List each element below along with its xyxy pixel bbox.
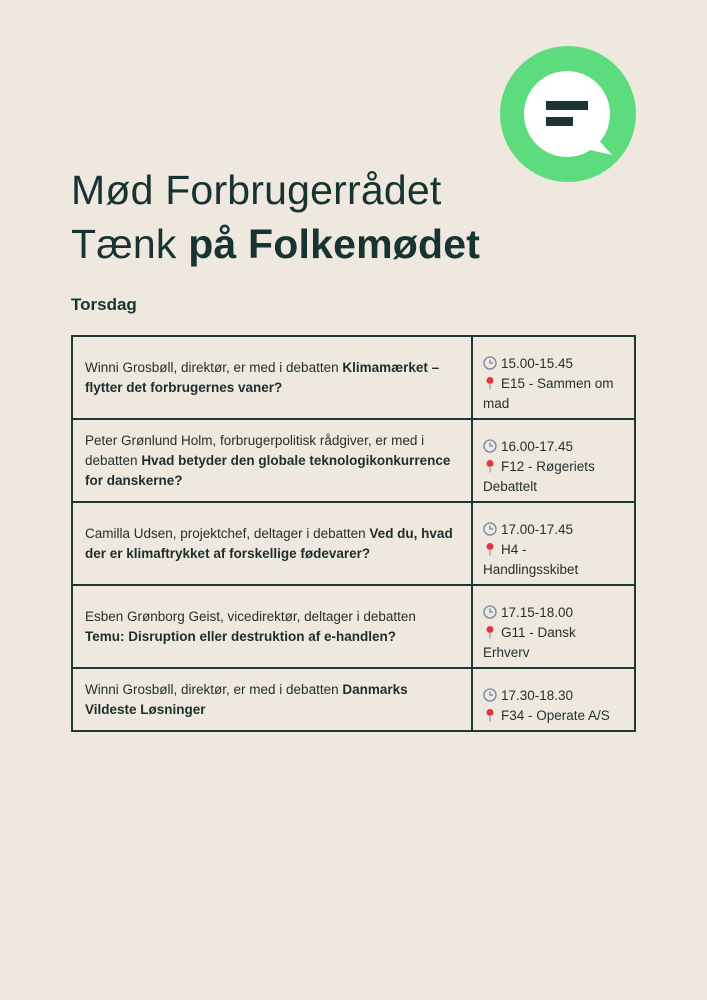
event-location: E15 - Sammen om mad	[483, 375, 614, 411]
title-line-2	[71, 217, 480, 271]
table-row	[72, 668, 635, 731]
event-description	[72, 419, 472, 502]
event-speaker: Winni Grosbøll, direktør, er med i debatten	[85, 359, 343, 375]
event-location: F34 - Operate A/S	[483, 706, 624, 726]
event-time: 17.15-18.00	[483, 603, 624, 623]
title-bold: på Folkemødet	[188, 221, 481, 267]
event-info	[472, 585, 635, 668]
event-time: 17.00-17.45	[483, 520, 624, 540]
event-info	[472, 419, 635, 502]
clock-icon	[483, 605, 497, 619]
event-info	[472, 502, 635, 585]
event-debate-title: Danmarks Vildeste Løsninger	[85, 681, 408, 717]
event-speaker: Camilla Udsen, projektchef, deltager i debatten	[85, 525, 370, 541]
event-description	[72, 668, 472, 731]
event-description	[72, 336, 472, 419]
clock-icon	[483, 356, 497, 370]
schedule-table	[71, 335, 636, 732]
title-line-1: Mød Forbrugerrådet	[71, 167, 442, 213]
clock-icon	[483, 522, 497, 536]
table-row	[72, 585, 635, 668]
event-debate-title: Temu: Disruption eller destruktion af e-handlen?	[85, 628, 397, 644]
event-speaker: Winni Grosbøll, direktør, er med i debatten	[85, 681, 343, 697]
event-debate-title: Klimamærket – flytter det forbrugernes vaner?	[85, 359, 440, 395]
title-plain: Tænk	[71, 221, 189, 267]
event-speaker: Peter Grønlund Holm, forbrugerpolitisk rådgiver, er med i debatten	[85, 432, 425, 468]
clock-icon	[483, 688, 497, 702]
table-row	[72, 502, 635, 585]
event-location: F12 - Røgeriets Debattelt	[483, 458, 595, 494]
chat-bubble-logo-icon	[498, 45, 638, 185]
event-location: G11 - Dansk Erhverv	[483, 624, 576, 660]
event-time: 15.00-15.45	[483, 354, 624, 374]
day-heading: Torsdag	[71, 295, 137, 314]
event-location: H4 - Handlingsskibet	[483, 541, 579, 577]
event-time: 16.00-17.45	[483, 437, 624, 457]
event-debate-title: Ved du, hvad der er klimaftrykket af forskellige fødevarer?	[85, 525, 453, 561]
event-description	[72, 585, 472, 668]
pin-icon	[483, 459, 497, 473]
pin-icon	[483, 625, 497, 639]
pin-icon	[483, 376, 497, 390]
clock-icon	[483, 439, 497, 453]
pin-icon	[483, 542, 497, 556]
event-speaker: Esben Grønborg Geist, vicedirektør, deltager i debatten	[85, 608, 416, 624]
table-row	[72, 336, 635, 419]
event-info	[472, 668, 635, 731]
event-info	[472, 336, 635, 419]
table-row	[72, 419, 635, 502]
event-time: 17.30-18.30	[483, 686, 624, 706]
page-title	[71, 163, 480, 271]
event-description	[72, 502, 472, 585]
event-debate-title: Hvad betyder den globale teknologikonkurrence for danskerne?	[85, 452, 451, 488]
pin-icon	[483, 708, 497, 722]
